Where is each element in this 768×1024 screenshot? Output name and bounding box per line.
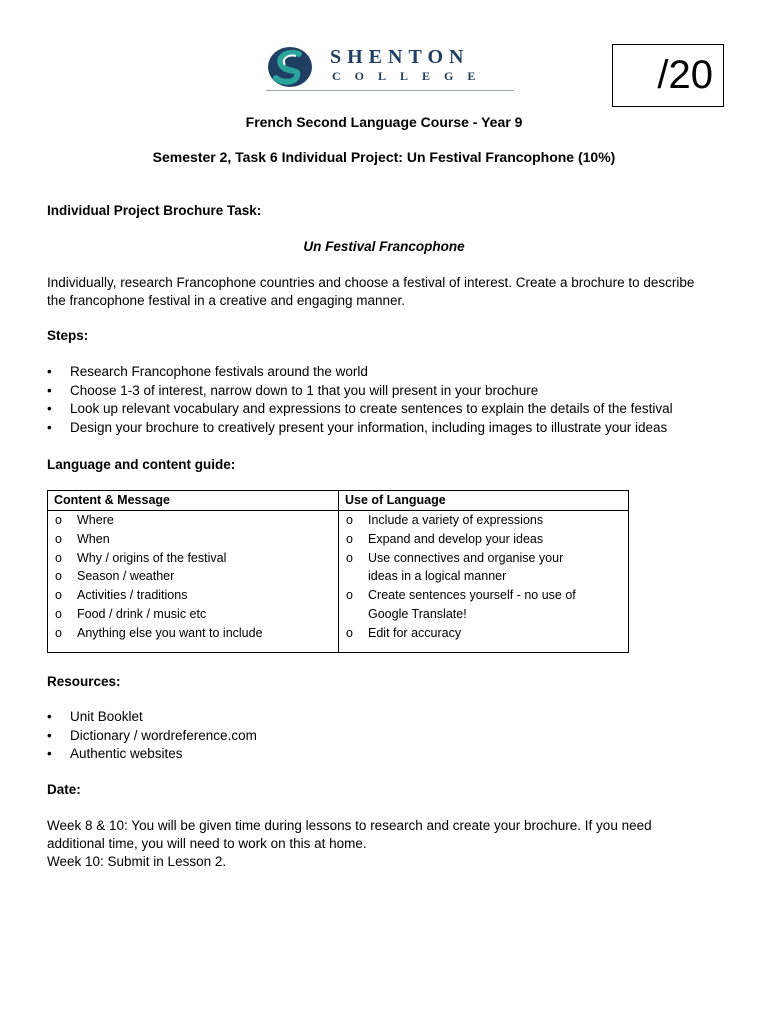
list-item: o Season / weather — [48, 567, 338, 586]
brochure-intro: Individually, research Francophone countries and choose a festival of interest. Create a brochure to describe the francophone festival in a creative and engaging manner. — [47, 275, 695, 308]
guide-table — [47, 490, 629, 653]
list-item: o Create sentences yourself - no use of Google Translate! — [339, 586, 593, 624]
list-item: • Unit Booklet — [47, 708, 257, 727]
list-item: • Design your brochure to creatively present your information, including images to illustrate your ideas — [47, 419, 673, 438]
steps-heading: Steps: — [47, 328, 89, 343]
list-item: o Include a variety of expressions — [339, 511, 628, 530]
date-line-2: Week 10: Submit in Lesson 2. — [47, 854, 227, 869]
list-item: o Use connectives and organise your ideas in a logical manner — [339, 549, 573, 587]
resources-heading: Resources: — [47, 674, 121, 689]
list-item: • Dictionary / wordreference.com — [47, 727, 257, 746]
list-item: o Activities / traditions — [48, 586, 338, 605]
guide-heading: Language and content guide: — [47, 457, 236, 472]
date-line-1: Week 8 & 10: You will be given time during lessons to research and create your brochure. If you need additional time, you will need to work on this at home. — [47, 818, 652, 851]
logo-name: SHENTON — [330, 46, 470, 68]
course-title: French Second Language Course - Year 9 — [245, 114, 523, 130]
content-header: Content & Message — [48, 491, 338, 511]
list-item: o Why / origins of the festival — [48, 549, 338, 568]
resources-list — [47, 708, 257, 764]
date-heading: Date: — [47, 782, 81, 797]
list-item: o Food / drink / music etc — [48, 605, 338, 624]
logo-emblem-icon — [266, 46, 322, 90]
list-item: • Look up relevant vocabulary and expressions to create sentences to explain the details of the festival — [47, 400, 673, 419]
language-column — [339, 491, 628, 652]
list-item: o Expand and develop your ideas — [339, 530, 628, 549]
score-box — [612, 44, 724, 107]
content-column — [48, 491, 339, 652]
logo-divider — [266, 90, 514, 91]
list-item: o Anything else you want to include — [48, 624, 338, 643]
language-header: Use of Language — [339, 491, 628, 511]
list-item: • Authentic websites — [47, 745, 257, 764]
list-item: o Edit for accuracy — [339, 624, 628, 643]
task-title: Semester 2, Task 6 Individual Project: Un Festival Francophone (10%) — [152, 149, 616, 165]
logo-subtitle: COLLEGE — [332, 69, 490, 83]
brochure-heading: Individual Project Brochure Task: — [47, 203, 262, 218]
list-item: • Choose 1-3 of interest, narrow down to 1 that you will present in your brochure — [47, 382, 673, 401]
list-item: • Research Francophone festivals around the world — [47, 363, 673, 382]
list-item: o When — [48, 530, 338, 549]
steps-list — [47, 363, 673, 437]
score-total: /20 — [657, 53, 713, 97]
shenton-college-logo — [266, 46, 516, 94]
brochure-title: Un Festival Francophone — [303, 239, 465, 254]
list-item: o Where — [48, 511, 338, 530]
